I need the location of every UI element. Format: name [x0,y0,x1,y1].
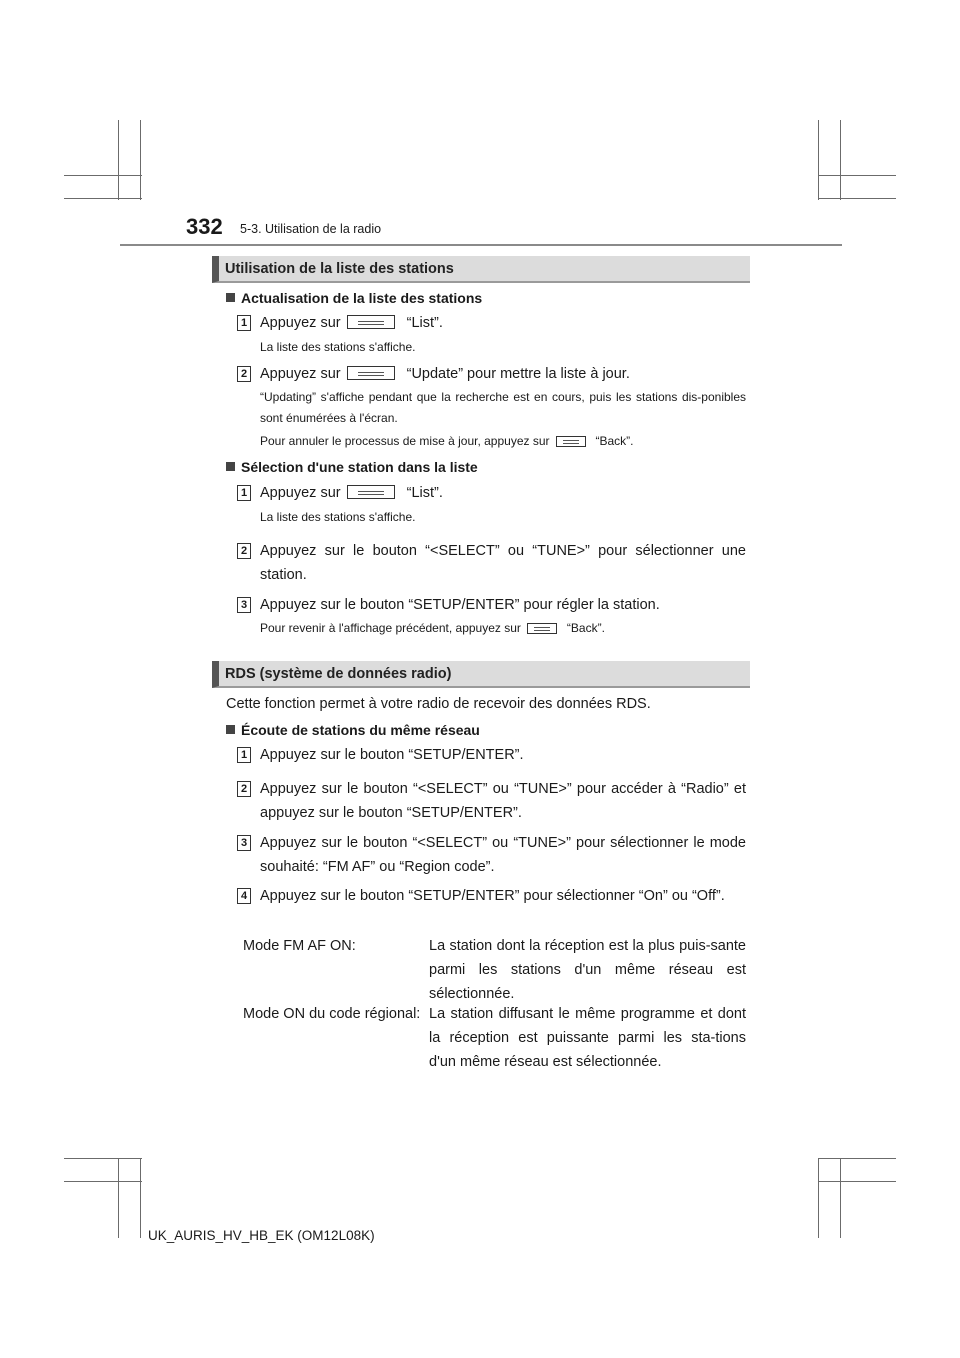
note-text: La liste des stations s'affiche. [260,340,416,354]
crop-mark [818,175,896,176]
step-text: Appuyez sur le bouton “SETUP/ENTER” pour régler la station. [260,597,660,613]
section-heading [212,661,750,688]
square-bullet-icon [226,725,235,734]
breadcrumb: 5-3. Utilisation de la radio [240,222,382,236]
mode-label: Mode ON du code régional: [243,1006,421,1022]
screen-button-icon [347,366,395,380]
step-number-badge: 1 [237,315,251,331]
step-text: Appuyez sur le bouton “<SELECT” ou “TUNE>” pour sélectionner une station. [260,543,746,583]
crop-mark [818,198,896,199]
step-number-badge: 1 [237,485,251,501]
crop-mark [818,1158,819,1238]
step-number-badge: 2 [237,543,251,559]
footer-doc-code: UK_AURIS_HV_HB_EK (OM12L08K) [148,1228,375,1243]
crop-mark [64,1158,142,1159]
step-number-badge: 4 [237,888,251,904]
crop-mark [818,1181,896,1182]
square-bullet-icon [226,462,235,471]
section-title: Utilisation de la liste des stations [225,261,454,277]
step-text: Appuyez sur le bouton “SETUP/ENTER”. [260,747,524,763]
mode-label: Mode FM AF ON: [243,938,356,954]
crop-mark [140,1158,141,1238]
screen-button-icon [347,485,395,499]
mode-description: La station diffusant le même programme et dont la réception est puissante parmi les sta-tions d'un même réseau est sélectionnée. [429,1006,746,1070]
subsection-heading: Écoute de stations du même réseau [226,722,480,738]
note-text: Pour revenir à l'affichage précédent, appuyez sur “Back”. [260,621,605,635]
step-text: Appuyez sur le bouton “<SELECT” ou “TUNE>” pour accéder à “Radio” et appuyez sur le bouton “SETUP/ENTER”. [260,781,746,821]
note-text: La liste des stations s'affiche. [260,510,416,524]
intro-text: Cette fonction permet à votre radio de recevoir des données RDS. [226,696,651,712]
crop-mark [118,1158,119,1238]
section-title: RDS (système de données radio) [225,666,452,682]
crop-mark [140,120,141,200]
note-text: Pour annuler le processus de mise à jour, appuyez sur “Back”. [260,434,634,448]
crop-mark [840,1158,841,1238]
step-number-badge: 1 [237,747,251,763]
step-text: Appuyez sur “Update” pour mettre la liste à jour. [260,366,630,382]
step-number-badge: 2 [237,366,251,382]
step-text: Appuyez sur “List”. [260,485,443,501]
subsection-heading: Sélection d'une station dans la liste [226,459,478,475]
mode-description: La station dont la réception est la plus puis-sante parmi les stations d'un même réseau est sélectionnée. [429,938,746,1002]
header-rule [120,244,842,246]
note-text: “Updating” s'affiche pendant que la recherche est en cours, puis les stations dis-ponibles sont énumérées à l'écran. [260,390,746,425]
crop-mark [818,120,819,200]
page-number: 332 [186,214,223,239]
screen-button-icon [347,315,395,329]
step-text: Appuyez sur le bouton “<SELECT” ou “TUNE>” pour sélectionner le mode souhaité: “FM AF” ou “Region code”. [260,835,746,875]
subsection-heading: Actualisation de la liste des stations [226,290,482,306]
crop-mark [64,1181,142,1182]
step-number-badge: 3 [237,835,251,851]
section-heading [212,256,750,283]
square-bullet-icon [226,293,235,302]
step-number-badge: 3 [237,597,251,613]
step-text: Appuyez sur le bouton “SETUP/ENTER” pour sélectionner “On” ou “Off”. [260,888,725,904]
step-text: Appuyez sur “List”. [260,315,443,331]
crop-mark [818,1158,896,1159]
step-number-badge: 2 [237,781,251,797]
crop-mark [64,198,142,199]
crop-mark [118,120,119,200]
screen-button-icon [527,623,557,634]
crop-mark [840,120,841,200]
crop-mark [64,175,142,176]
screen-button-icon [556,436,586,447]
